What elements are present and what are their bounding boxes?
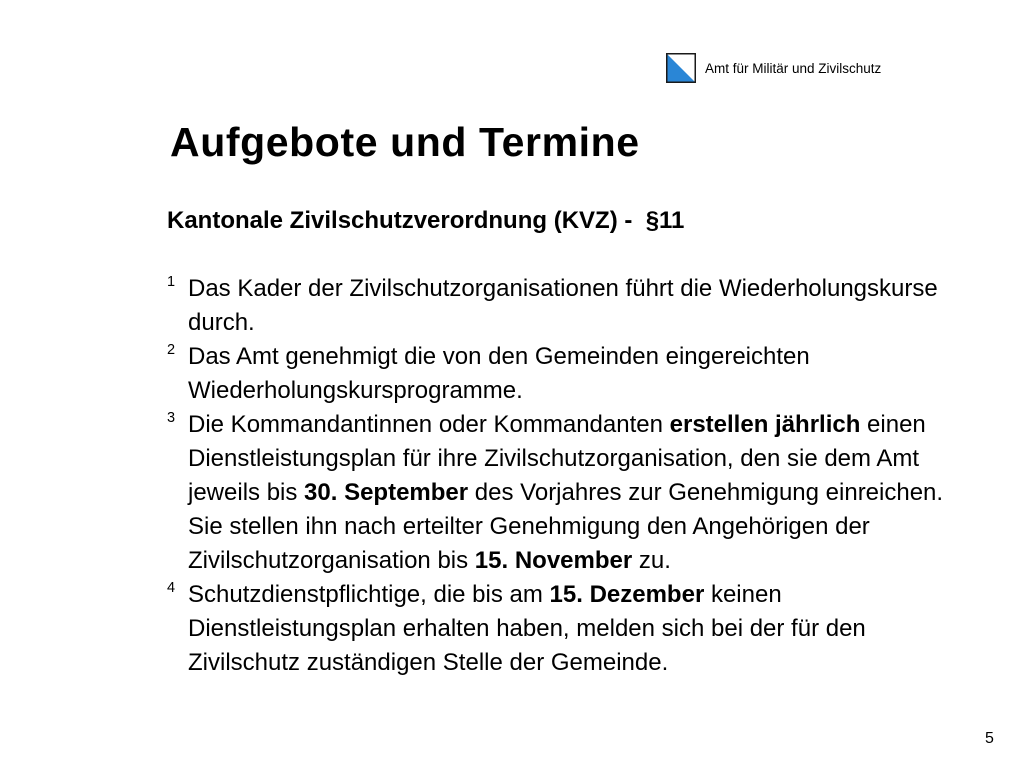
paragraph-number: 4 [167,580,176,596]
text-segment: zu. [632,547,671,574]
text-segment: Die Kommandantinnen oder Kommandanten [188,411,670,438]
page-number: 5 [985,730,994,747]
paragraph-item [167,578,957,680]
page-title: Aufgebote und Termine [170,119,640,165]
paragraph-item [167,408,957,578]
paragraph-item [167,272,957,340]
emphasized-text: 15. Dezember [549,581,705,608]
paragraph-number: 3 [167,410,176,426]
emphasized-text: 15. November [474,547,633,574]
text-segment: des Vorjahres zur Genehmigung einreichen. Sie stellen ihn nach erteilter Genehmigung den Angehörigen der Zivilschutzorganisation bis [188,479,944,574]
emphasized-text: 30. September [304,479,469,506]
paragraph-number: 2 [167,342,176,358]
paragraph-list [167,272,957,680]
canton-zurich-flag-icon [666,53,696,83]
emphasized-text: erstellen jährlich [669,411,861,438]
paragraph-text [188,275,938,336]
text-segment: Das Amt genehmigt die von den Gemeinden eingereichten Wiederholungskursprogramme. [188,343,810,404]
text-segment: Schutzdienstpflichtige, die bis am [188,581,550,608]
section-subtitle: Kantonale Zivilschutzverordnung (KVZ) - §11 [167,207,685,234]
text-segment: einen Dienstleistungsplan für ihre Zivilschutzorganisation, den sie dem Amt jeweils bis [188,411,926,506]
text-segment: keinen Dienstleistungsplan erhalten haben, melden sich bei der für den Zivilschutz zuständigen Stelle der Gemeinde. [188,581,866,676]
text-segment: Das Kader der Zivilschutzorganisationen führt die Wiederholungskurse durch. [188,275,938,336]
paragraph-text [188,411,943,574]
paragraph-text [188,581,866,676]
organization-name: Amt für Militär und Zivilschutz [705,61,882,76]
paragraph-text [188,343,810,404]
paragraph-item [167,340,957,408]
paragraph-number: 1 [167,274,176,290]
